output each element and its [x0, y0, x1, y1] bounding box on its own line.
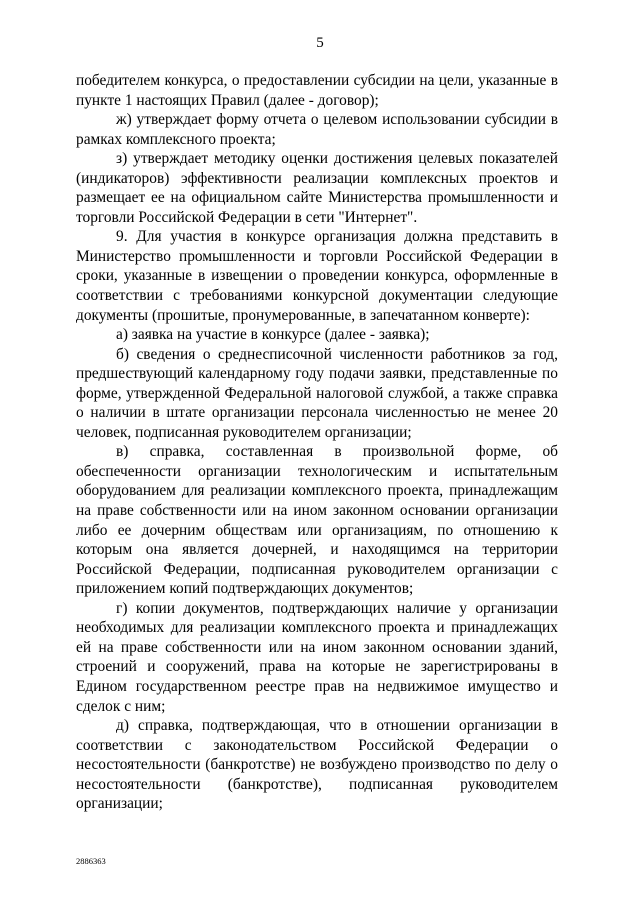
paragraph-item-v: в) справка, составленная в произвольной форме, об обеспеченности организации технологическим и испытательным оборудованием для реализации комплексного проекта, принадлежащим на праве собственности или на ином законном основании организации либо ее дочерним обществам или организациям, по отношению к которым она является дочерней, и находящимся на территории Российской Федерации, подписанная руководителем организации с приложением копий подтверждающих документов;: [76, 443, 558, 598]
paragraph-item-g: г) копии документов, подтверждающих наличие у организации необходимых для реализации комплексного проекта и принадлежащих ей на праве собственности или на ином законном основании зданий, строений и сооружений, права на которые не зарегистрированы в Едином государственном реестре прав на недвижимое имущество и сделок с ним;: [76, 599, 558, 715]
paragraph-item-z: з) утверждает методику оценки достижения целевых показателей (индикаторов) эффективности реализации комплексных проектов и размещает ее на официальном сайте Министерства промышленности и торговли Российской Федерации в сети "Интернет".: [76, 150, 558, 226]
document-body: [76, 71, 558, 814]
page-number: 5: [316, 35, 324, 51]
paragraph-item-b: б) сведения о среднесписочной численности работников за год, предшествующий календарному году подачи заявки, представленные по форме, утвержденной Федеральной налоговой службой, а также справка о наличии в штате организации персонала численностью не менее 20 человек, подписанная руководителем организации;: [76, 345, 558, 441]
paragraph-item-zh: ж) утверждает форму отчета о целевом использовании субсидии в рамках комплексного проекта;: [76, 111, 558, 148]
document-code: 2886363: [76, 856, 106, 866]
paragraph-clause-9: 9. Для участия в конкурсе организация должна представить в Министерство промышленности и торговли Российской Федерации в сроки, указанные в извещении о проведении конкурса, оформленные в соответствии с требованиями конкурсной документации следующие документы (прошитые, пронумерованные, в запечатанном конверте):: [76, 228, 558, 324]
paragraph-continuation: победителем конкурса, о предоставлении субсидии на цели, указанные в пункте 1 настоящих Правил (далее - договор);: [76, 72, 558, 109]
paragraph-item-d: д) справка, подтверждающая, что в отношении организации в соответствии с законодательством Российской Федерации о несостоятельности (банкротстве) не возбуждено производство по делу о несостоятельности (банкротстве), подписанная руководителем организации;: [76, 717, 558, 813]
paragraph-item-a: а) заявка на участие в конкурсе (далее - заявка);: [116, 326, 430, 344]
